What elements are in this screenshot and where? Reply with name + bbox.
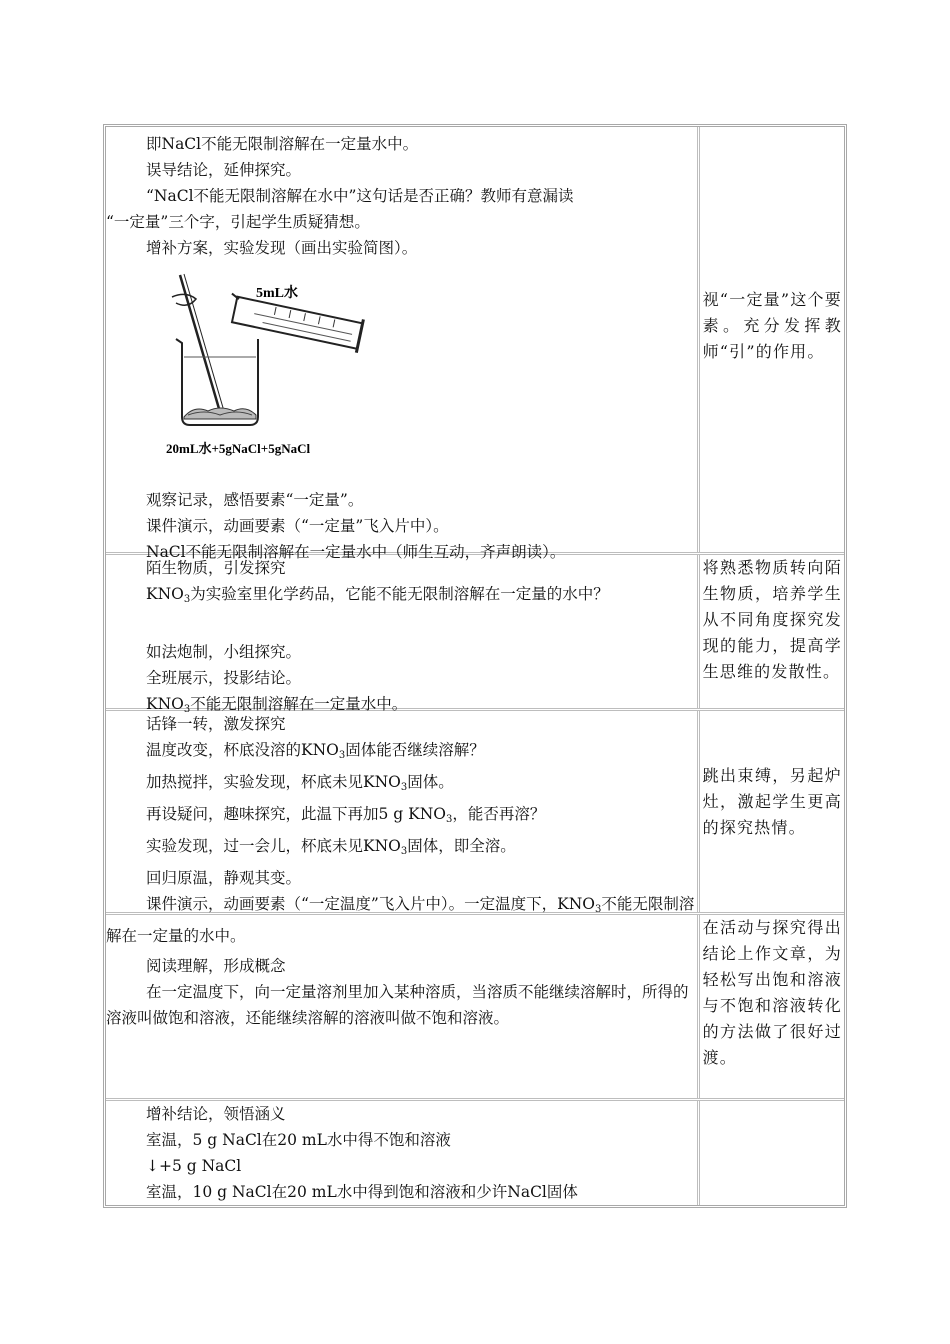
- text-paragraph: 在一定温度下，向一定量溶剂里加入某种溶质，当溶质不能继续溶解时，所得的溶液叫做饱和溶液，还能继续溶解的溶液叫做不饱和溶液。: [106, 983, 689, 1027]
- text-line: 误导结论，延伸探究。: [146, 161, 302, 179]
- table-row: [106, 711, 844, 945]
- text-line: 课件演示，动画要素（“一定量”飞入片中）。: [146, 517, 449, 535]
- process-cell: [106, 915, 700, 1098]
- text-line: 观察记录，感悟要素“一定量”。: [146, 491, 364, 509]
- text-line: 温度改变，杯底没溶的$KNO_3$固体能否继续溶解？: [146, 741, 485, 761]
- text-line: “一定量”三个字，引起学生质疑猜想。: [106, 213, 370, 231]
- process-cell: [106, 711, 700, 945]
- text-line: 增补方案，实验发现（画出实验简图）。: [146, 239, 418, 257]
- cylinder-label: 5mL水: [256, 286, 298, 301]
- text-line: ↓+5 g NaCl: [146, 1157, 242, 1175]
- text-paragraph: 课件演示，动画要素（“一定温度”飞入片中）。一定温度下，$KNO_3$不能无限制溶解在一定量的水中。: [106, 895, 695, 945]
- text-line: 全班展示，投影结论。: [146, 669, 302, 687]
- text-line: “NaCl不能无限制溶解在水中”这句话是否正确？教师有意漏读: [146, 187, 574, 205]
- text-line: 实验发现，过一会儿，杯底未见$KNO_3$固体，即全溶。: [146, 837, 516, 857]
- purpose-cell: [700, 1101, 844, 1205]
- text-line: 加热搅拌，实验发现，杯底未见$KNO_3$固体。: [146, 773, 454, 793]
- text-line: 回归原温，静观其变。: [146, 869, 302, 887]
- text-line: 室温，10 g NaCl在20 mL水中得到饱和溶液和少许NaCl固体: [146, 1183, 578, 1201]
- text-line: 即NaCl不能无限制溶解在一定量水中。: [146, 135, 419, 153]
- beaker-label: 20mL水+5gNaCl+5gNaCl: [166, 441, 311, 456]
- text-line: 再设疑问，趣味探究，此温下再加5 g $KNO_3$，能否再溶？: [146, 805, 546, 825]
- table-row: [106, 127, 844, 561]
- text-line: 增补结论，领悟涵义: [146, 1105, 286, 1123]
- table-row: [106, 1101, 844, 1205]
- text-line: $KNO_3$为实验室里化学药品，它能不能无限制溶解在一定量的水中？: [146, 585, 609, 605]
- process-cell: [106, 555, 700, 715]
- purpose-cell: 视“一定量”这个要素。充分发挥教师“引”的作用。: [702, 290, 842, 361]
- purpose-cell: 将熟悉物质转向陌生物质，培养学生从不同角度探究发现的能力，提高学生思维的发散性。: [702, 558, 842, 681]
- text-line: 阅读理解，形成概念: [146, 957, 286, 975]
- purpose-cell: 跳出束缚，另起炉灶，激起学生更高的探究热情。: [702, 766, 842, 837]
- table-row: [106, 555, 844, 715]
- lesson-table: [103, 124, 847, 1208]
- experiment-diagram: [164, 269, 374, 465]
- text-line: 话锋一转，激发探究: [146, 715, 286, 733]
- text-line: [106, 613, 697, 639]
- text-line: NaCl不能无限制溶解在一定量水中（师生互动，齐声朗读）。: [146, 543, 566, 561]
- process-cell: [106, 127, 700, 561]
- process-cell: [106, 1101, 700, 1205]
- table-row: [106, 915, 844, 1101]
- text-line: 陌生物质，引发探究: [146, 559, 286, 577]
- purpose-cell: 在活动与探究得出结论上作文章，为轻松写出饱和溶液与不饱和溶液转化的方法做了很好过渡。: [702, 918, 842, 1067]
- text-line: 如法炮制，小组探究。: [146, 643, 302, 661]
- text-line: $KNO_3$不能无限制溶解在一定量水中。: [146, 695, 408, 715]
- text-line: 室温，5 g NaCl在20 mL水中得不饱和溶液: [146, 1131, 451, 1149]
